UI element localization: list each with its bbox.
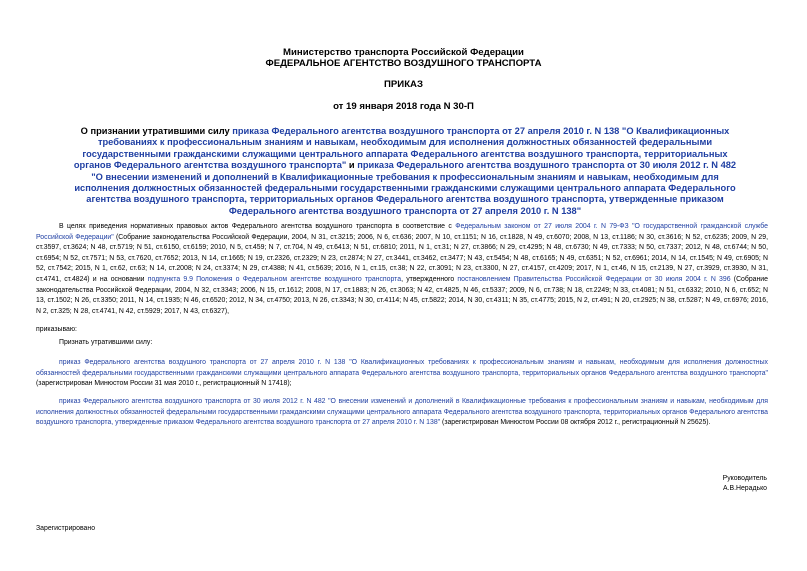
link-federal-law-79[interactable]: Федеральным законом от 27 июля 2004 г. N 79-ФЗ "О государственной гражданской службе Российской Федерации" bbox=[36, 223, 769, 241]
signatory-position: Руководитель bbox=[722, 475, 767, 482]
order-word: приказываю: bbox=[36, 326, 77, 333]
item2-registration: (зарегистрирован Минюстом России 08 октября 2012 г., регистрационный N 25625). bbox=[440, 419, 711, 427]
ministry-name: Министерство транспорта Российской Федерации bbox=[283, 47, 524, 58]
link-subparagraph-9-9[interactable]: подпункта 9.9 Положения о Федеральном агентстве воздушного транспорта bbox=[147, 275, 402, 283]
title-link-order-138[interactable]: приказа Федерального агентства воздушного транспорта от 27 апреля 2010 г. N 138 "О Квалификационных требованиях к профессиональным знаниям и навыкам, необходимым для исполнения должностных обязанностей федеральными государственными гражданскими служащими центрального аппарата Федерального агентства воздушного транспорта, территориальных органов Федерального агентства воздушного транспорта" bbox=[73, 126, 730, 171]
revoked-item-1 bbox=[36, 358, 768, 390]
preamble-text-3: (Собрание законодательства Российской Федерации, 2004, N 32, ст.3343; 2006, N 15, ст.1612; 2008, N 17, ст.1883; N 26, ст.3063; N 42, ст.4825, N 46, ст.5337; 2009, N 6, ст.738; N 18, ст.2249; N 33, ст.4081; N 51, ст.6332; 2010, N 6, ст.652; N 13, ст.1502; N 26, ст.3350; 2011, N 14, ст.1935; N 46, ст.6520; 2012, N 34, ст.4750; 2013, N 26, ст.3343; N 30, ст.4114; N 45, ст.5822; 2014, N 30, ст.4311; N 35, ст.4775; 2015, N 2, ст.491; N 20, ст.2925; N 38, ст.5287; N 49, ст.6976; 2016, N 2, ст.325; N 28, ст.4741, N 42, ст.5929; 2017, N 43, ст.6327), bbox=[36, 275, 768, 315]
document-title bbox=[67, 126, 743, 217]
preamble-text-1: (Собрание законодательства Российской Федерации, 2004, N 31, ст.3215; 2006, N 6, ст.636; 2007, N 10, ст.1151; N 16, ст.1828, N 49, ст.6070; 2008, N 13, ст.1186; N 30, ст.3616; N 52, ст.6235; 2009, N 29, ст.3597, ст.3624; N 48, ст.5719; N 51, ст.6150, ст.6159; 2010, N 5, ст.459; N 7, ст.704, N 49, ст.6413; N 51, ст.6810; 2011, N 1, ст.31; N 27, ст.3866; N 29, ст.4295; N 48, ст.6730; N 49, ст.7333; N 50, ст.7337; 2012, N 48, ст.6744; N 50, ст.6954; N 52, ст.7571; N 53, ст.7620, ст.7652; 2013, N 14, ст.1665; N 19, ст.2326, ст.2329; N 23, ст.2874; N 27, ст.3441, ст.3462, ст.3477; N 43, ст.5454; N 48, ст.6165; N 49, ст.6351; N 52, ст.6961; 2014, N 14, ст.1545; N 49, ст.6905; N 52, ст.7542; 2015, N 1, ст.62, ст.63; N 14, ст.2008; N 24, ст.3374; N 29, ст.4388; N 41, ст.5639; 2016, N 1, ст.15, ст.38; N 22, ст.3091; N 23, ст.3300, N 27, ст.4157, ст.4209; 2017, N 1, ст.46, N 15, ст.2139, N 27, ст.3929, ст.3930, N 31, ст.4741, ст.4824) и на основании bbox=[36, 233, 769, 283]
preamble-intro: В целях приведения нормативных правовых актов Федерального агентства воздушного транспорта в соответствие с bbox=[59, 223, 456, 230]
title-prefix: О признании утратившими силу bbox=[80, 126, 233, 136]
link-government-decree-396[interactable]: постановлением Правительства Российской Федерации от 30 июля 2004 г. N 396 bbox=[457, 275, 731, 283]
registration-note: Зарегистрировано bbox=[36, 525, 96, 532]
document-type: ПРИКАЗ bbox=[384, 79, 423, 90]
document-date-number: от 19 января 2018 года N 30-П bbox=[333, 101, 474, 112]
preamble-text-2: , утвержденного bbox=[401, 275, 458, 283]
preamble-paragraph bbox=[36, 222, 768, 317]
title-link-order-482[interactable]: приказа Федерального агентства воздушного транспорта от 30 июля 2012 г. N 482 "О внесении изменений и дополнений в Квалификационные требования к профессиональным знаниям и навыкам, необходимым для исполнения должностных обязанностей федеральными государственными гражданскими служащими центрального аппарата Федерального агентства воздушного транспорта, территориальных органов Федерального агентства воздушного транспорта, утвержденные приказом Федерального агентства воздушного транспорта от 27 апреля 2010 г. N 138" bbox=[74, 160, 737, 216]
link-order-482[interactable]: приказ Федерального агентства воздушного транспорта от 30 июля 2012 г. N 482 "О внесении изменений и дополнений в Квалификационные требования к профессиональным знаниям и навыкам, необходимым для исполнения должностных обязанностей федеральными государственными гражданскими служащими центрального аппарата Федерального агентства воздушного транспорта, территориальных органов Федерального агентства воздушного транспорта, утвержденные приказом Федерального агентства воздушного транспорта от 27 апреля 2010 г. N 138" bbox=[36, 398, 768, 427]
signatory-name: А.В.Нерадько bbox=[722, 485, 767, 492]
title-middle: и bbox=[346, 160, 358, 171]
revoked-item-2 bbox=[36, 397, 768, 429]
agency-name: ФЕДЕРАЛЬНОЕ АГЕНТСТВО ВОЗДУШНОГО ТРАНСПОРТА bbox=[265, 58, 542, 69]
link-order-138[interactable]: приказ Федерального агентства воздушного транспорта от 27 апреля 2010 г. N 138 "О Квалификационных требованиях к профессиональным знаниям и навыкам, необходимым для исполнения должностных обязанностей федеральными государственными гражданскими служащими центрального аппарата Федерального агентства воздушного транспорта, территориальных органов Федерального агентства воздушного транспорта" bbox=[36, 359, 768, 377]
declare-invalid: Признать утратившими силу: bbox=[59, 339, 153, 346]
item1-registration: (зарегистрирован Минюстом России 31 мая 2010 г., регистрационный N 17418); bbox=[36, 380, 292, 388]
